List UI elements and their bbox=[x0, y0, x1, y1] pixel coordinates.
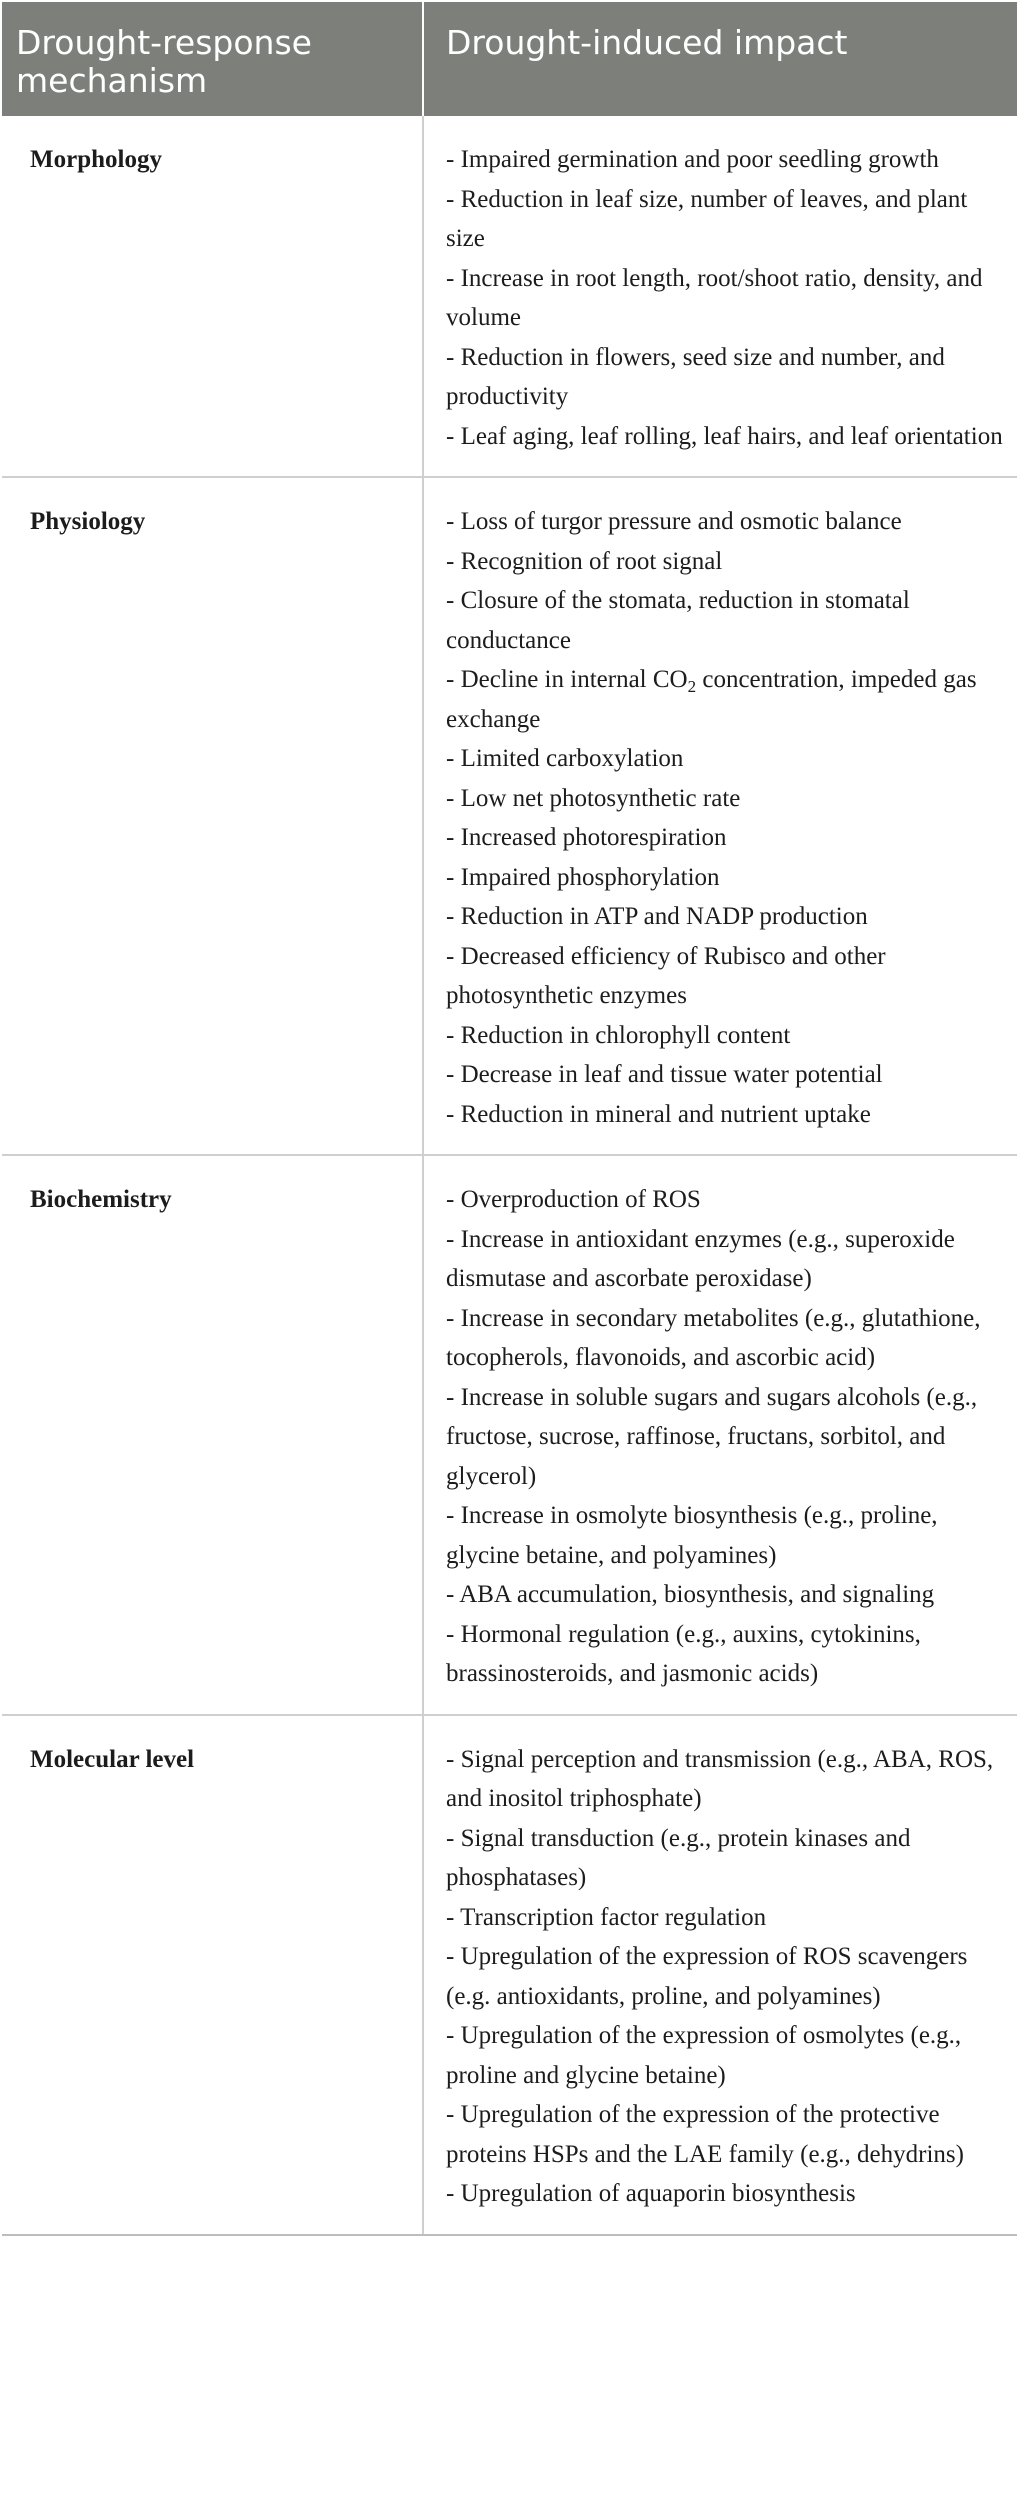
impact-item: - Increase in antioxidant enzymes (e.g., superoxide dismutase and ascorbate peroxidase) bbox=[446, 1225, 955, 1292]
impact-cell bbox=[423, 1715, 1017, 2235]
mechanism-cell: Physiology bbox=[2, 477, 423, 1155]
impact-item: - Recognition of root signal bbox=[446, 547, 723, 575]
impact-item: - Reduction in flowers, seed size and number, and productivity bbox=[446, 343, 945, 410]
impact-cell bbox=[423, 477, 1017, 1155]
table-row bbox=[2, 1715, 1017, 2235]
header-row bbox=[2, 2, 1017, 116]
impact-item: - Impaired germination and poor seedling growth bbox=[446, 146, 939, 173]
impact-item: - Increase in root length, root/shoot ratio, density, and volume bbox=[446, 264, 983, 331]
table-row bbox=[2, 116, 1017, 477]
impact-item: - Loss of turgor pressure and osmotic balance bbox=[446, 508, 902, 535]
impact-item: - Reduction in leaf size, number of leaves, and plant size bbox=[446, 185, 968, 252]
table-body bbox=[2, 116, 1017, 2235]
impact-cell bbox=[423, 1155, 1017, 1715]
impact-item: - Increase in soluble sugars and sugars alcohols (e.g., fructose, sucrose, raffinose, fructans, sorbitol, and glycerol) bbox=[446, 1383, 978, 1490]
impact-item: - Signal transduction (e.g., protein kinases and phosphatases) bbox=[446, 1824, 911, 1891]
impact-item: - Decline in internal $CO_2$ concentration, impeded gas exchange bbox=[446, 666, 977, 733]
header-mechanism: Drought-response mechanism bbox=[2, 2, 423, 116]
impact-item: - Upregulation of the expression of the protective proteins HSPs and the LAE family (e.g., dehydrins) bbox=[446, 2101, 964, 2168]
impact-item: - Impaired phosphorylation bbox=[446, 863, 720, 891]
impact-cell bbox=[423, 116, 1017, 477]
impact-item: - Upregulation of the expression of ROS scavengers (e.g. antioxidants, proline, and polyamines) bbox=[446, 1943, 968, 2010]
impact-item: - Limited carboxylation bbox=[446, 745, 684, 772]
table-row bbox=[2, 477, 1017, 1155]
impact-item: - Reduction in mineral and nutrient uptake bbox=[446, 1100, 871, 1128]
impact-item: - Increase in osmolyte biosynthesis (e.g., proline, glycine betaine, and polyamines) bbox=[446, 1502, 938, 1569]
table-row bbox=[2, 1155, 1017, 1715]
impact-item: - Reduction in ATP and NADP production bbox=[446, 903, 868, 930]
impact-item: - Reduction in chlorophyll content bbox=[446, 1021, 791, 1049]
impact-item: - Upregulation of aquaporin biosynthesis bbox=[446, 2180, 856, 2207]
impact-item: - ABA accumulation, biosynthesis, and signaling bbox=[446, 1581, 935, 1608]
impact-item: - Decrease in leaf and tissue water potential bbox=[446, 1061, 883, 1088]
mechanism-cell: Molecular level bbox=[2, 1715, 423, 2235]
header-impact: Drought-induced impact bbox=[423, 2, 1017, 116]
impact-item: - Overproduction of ROS bbox=[446, 1186, 701, 1213]
drought-response-table bbox=[2, 2, 1017, 2236]
impact-item: - Increased photorespiration bbox=[446, 824, 727, 851]
impact-item: - Low net photosynthetic rate bbox=[446, 784, 741, 812]
impact-item: - Decreased efficiency of Rubisco and other photosynthetic enzymes bbox=[446, 942, 886, 1009]
impact-item: - Upregulation of the expression of osmolytes (e.g., proline and glycine betaine) bbox=[446, 2022, 962, 2089]
impact-item: - Signal perception and transmission (e.g., ABA, ROS, and inositol triphosphate) bbox=[446, 1745, 994, 1812]
impact-item: - Leaf aging, leaf rolling, leaf hairs, and leaf orientation bbox=[446, 422, 1003, 450]
impact-item: - Hormonal regulation (e.g., auxins, cytokinins, brassinosteroids, and jasmonic acids) bbox=[446, 1620, 921, 1687]
impact-item: - Closure of the stomata, reduction in stomatal conductance bbox=[446, 587, 910, 654]
mechanism-cell: Biochemistry bbox=[2, 1155, 423, 1715]
table-header bbox=[2, 2, 1017, 116]
mechanism-cell: Morphology bbox=[2, 116, 423, 477]
impact-item: - Transcription factor regulation bbox=[446, 1903, 767, 1931]
impact-item: - Increase in secondary metabolites (e.g., glutathione, tocopherols, flavonoids, and ascorbic acid) bbox=[446, 1304, 981, 1371]
